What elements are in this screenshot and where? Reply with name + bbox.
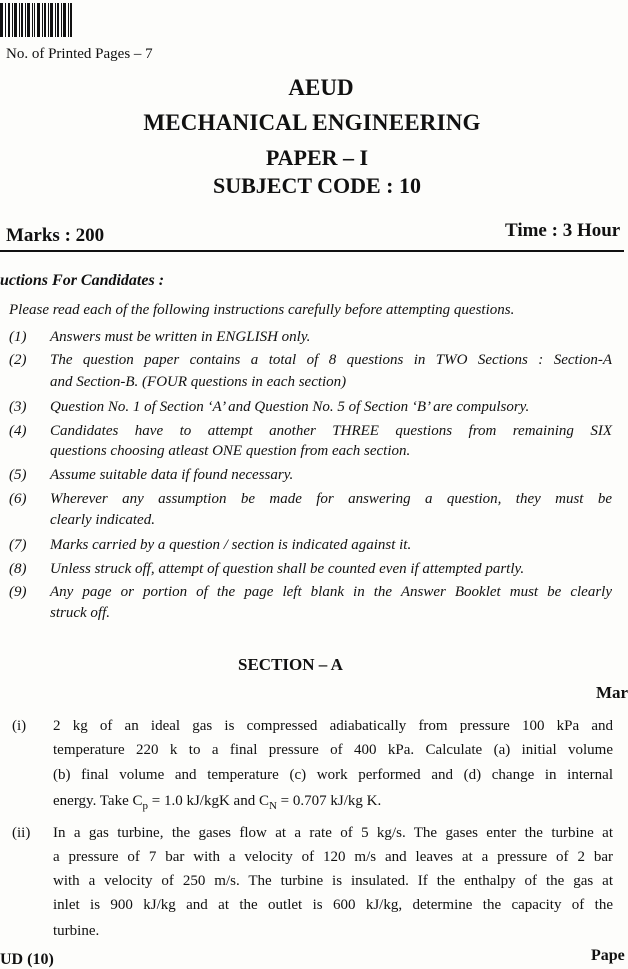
- question-line: temperature 220 k to a final pressure of 400 kPa. Calculate (a) initial volume: [53, 742, 613, 758]
- instruction-number: (1): [9, 329, 27, 345]
- question-line: a pressure of 7 bar with a velocity of 120 m/s and leaves at a pressure of 2 bar: [53, 849, 613, 865]
- instruction-text: clearly indicated.: [50, 512, 155, 528]
- instruction-text: Marks carried by a question / section is indicated against it.: [50, 537, 412, 553]
- equation-text: energy. Take C: [53, 793, 143, 809]
- exam-code: AEUD: [288, 75, 354, 100]
- marks-column-label: Mar: [596, 683, 628, 702]
- instruction-text: Assume suitable data if found necessary.: [50, 467, 294, 483]
- subject-title: MECHANICAL ENGINEERING: [143, 110, 481, 135]
- question-line: with a velocity of 250 m/s. The turbine is insulated. If the enthalpy of the gas at: [53, 873, 613, 889]
- instruction-text: and Section-B. (FOUR questions in each section): [50, 374, 347, 390]
- section-title: SECTION – A: [238, 655, 343, 674]
- marks-label: Marks : 200: [6, 225, 105, 246]
- instruction-text: Any page or portion of the page left blank in the Answer Booklet must be clearly: [50, 584, 612, 600]
- barcode: [0, 3, 72, 37]
- subscript: N: [268, 800, 277, 812]
- instruction-number: (9): [9, 584, 27, 600]
- instruction-number: (2): [9, 352, 27, 368]
- instruction-number: (7): [9, 537, 27, 553]
- instruction-number: (8): [9, 561, 27, 577]
- footer-code: UD (10): [0, 951, 54, 968]
- instruction-number: (4): [9, 423, 27, 439]
- instruction-text: questions choosing atleast ONE question from each section.: [50, 443, 411, 459]
- instruction-text: Unless struck off, attempt of question shall be counted even if attempted partly.: [50, 561, 525, 577]
- question-line: (b) final volume and temperature (c) work performed and (d) change in internal: [53, 767, 613, 783]
- equation-text: = 0.707 kJ/kg K.: [276, 793, 382, 809]
- header-divider: [0, 250, 624, 252]
- equation-text: = 1.0 kJ/kgK and C: [147, 793, 269, 809]
- time-label: Time : 3 Hour: [505, 220, 621, 241]
- question-number: (ii): [12, 825, 31, 841]
- question-line: [53, 788, 613, 819]
- question-line: In a gas turbine, the gases flow at a rate of 5 kg/s. The gases enter the turbine at: [53, 825, 613, 841]
- paper-title: PAPER – I: [265, 145, 369, 170]
- question-line: inlet is 900 kJ/kg and at the outlet is 600 kJ/kg, determine the capacity of the: [53, 897, 613, 913]
- question-number: (i): [12, 718, 27, 734]
- subject-code: SUBJECT CODE : 10: [212, 173, 422, 198]
- printed-pages: No. of Printed Pages – 7: [6, 46, 153, 62]
- instruction-text: Wherever any assumption be made for answering a question, they must be: [50, 491, 612, 507]
- question-line: turbine.: [53, 923, 100, 939]
- instruction-number: (6): [9, 491, 27, 507]
- instruction-number: (5): [9, 467, 27, 483]
- instruction-text: The question paper contains a total of 8 questions in TWO Sections : Section-A: [50, 352, 612, 368]
- instructions-heading: uctions For Candidates :: [0, 272, 165, 289]
- instruction-text: Question No. 1 of Section ‘A’ and Question No. 5 of Section ‘B’ are compulsory.: [50, 399, 530, 415]
- question-line: 2 kg of an ideal gas is compressed adiabatically from pressure 100 kPa and: [53, 718, 613, 734]
- instruction-text: Candidates have to attempt another THREE questions from remaining SIX: [50, 423, 612, 439]
- subscript: p: [142, 800, 148, 812]
- instruction-number: (3): [9, 399, 27, 415]
- instruction-text: Answers must be written in ENGLISH only.: [50, 329, 311, 345]
- footer-page: Pape: [591, 947, 625, 964]
- instruction-text: struck off.: [50, 605, 110, 621]
- instructions-intro: Please read each of the following instructions carefully before attempting questions.: [9, 302, 515, 318]
